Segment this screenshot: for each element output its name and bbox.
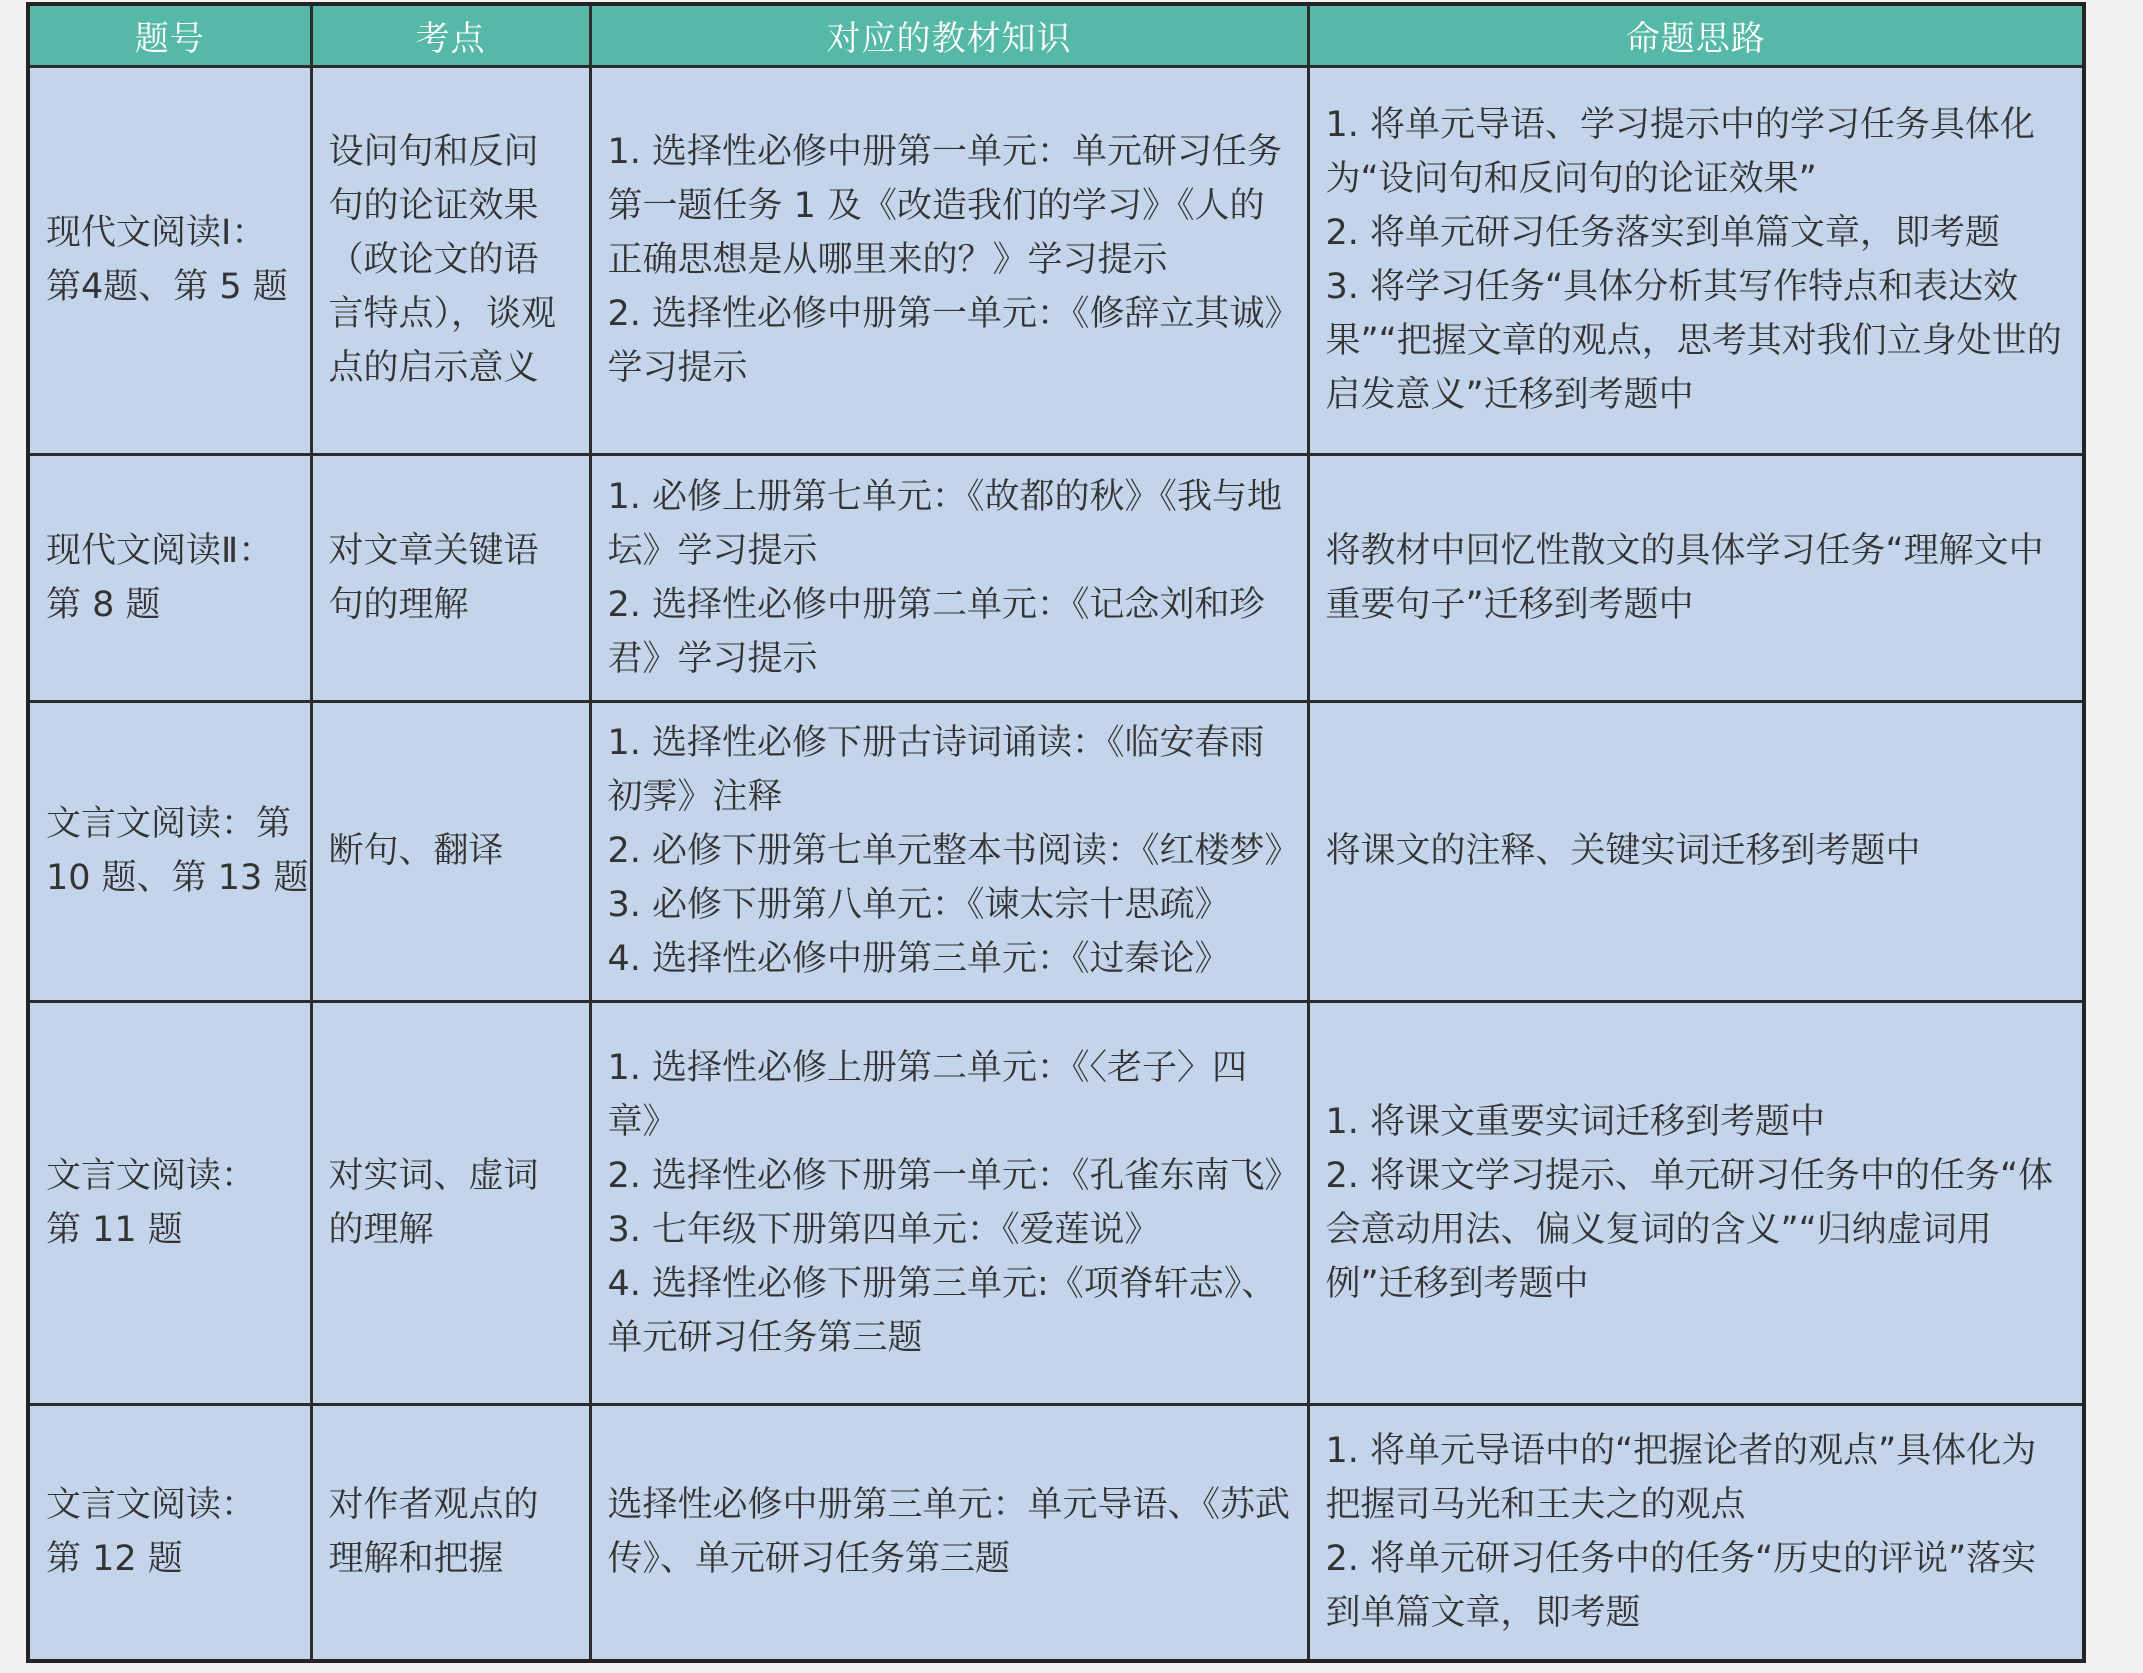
cell-idea xyxy=(1308,1404,2082,1659)
cell-text: 2. 将课文学习提示、单元研习任务中的任务“体会意动用法、偏义复词的含义”“归纳虚词用例”迁移到考题中 xyxy=(1325,1155,2054,1304)
cell-text: 2. 将单元研习任务落实到单篇文章，即考题 xyxy=(1325,213,2001,253)
cell-text: 文言文阅读： xyxy=(46,1155,257,1196)
cell-text: 第 11 题 xyxy=(46,1209,183,1250)
cell-point xyxy=(311,701,590,1001)
cell-text: 4. 选择性必修下册第三单元:《项脊轩志》、单元研习任务第三题 xyxy=(607,1263,1277,1358)
table-row xyxy=(30,701,2082,1001)
cell-text: 第4题、第 5 题 xyxy=(46,267,288,307)
cell-question xyxy=(30,454,311,701)
cell-text: 1. 将单元导语、学习提示中的学习任务具体化为“设问句和反问句的论证效果” xyxy=(1325,105,2036,199)
cell-question xyxy=(30,701,311,1001)
exam-analysis-table xyxy=(26,2,2086,1663)
cell-text: 选择性必修中册第三单元：单元导语、《苏武传》、单元研习任务第三题 xyxy=(607,1485,1291,1580)
header-row xyxy=(30,6,2082,66)
cell-text: 10 题、第 13 题 xyxy=(46,858,309,898)
cell-text: 1. 将课文重要实词迁移到考题中 xyxy=(1325,1101,1826,1142)
header-question-number: 题号 xyxy=(30,6,311,66)
cell-text: 将课文的注释、关键实词迁移到考题中 xyxy=(1325,831,1921,871)
cell-text: 2. 选择性必修中册第二单元：《记念刘和珍君》学习提示 xyxy=(607,584,1265,679)
table-row xyxy=(30,1001,2082,1404)
cell-text: 2. 选择性必修下册第一单元：《孔雀东南飞》 xyxy=(607,1155,1300,1196)
table-row xyxy=(30,66,2082,454)
cell-point xyxy=(311,1404,590,1659)
cell-text: 1. 选择性必修下册古诗词诵读：《临安春雨初霁》注释 xyxy=(607,723,1265,817)
cell-text: 1. 选择性必修中册第一单元：单元研习任务第一题任务 1 及《改造我们的学习》《人的正确思想是从哪里来的？》学习提示 xyxy=(607,132,1283,280)
cell-text: 设问句和反问句的论证效果（政论文的语言特点），谈观点的启示意义 xyxy=(328,132,557,388)
cell-text: 2. 必修下册第七单元整本书阅读：《红楼梦》 xyxy=(607,831,1300,871)
cell-text: 现代文阅读Ⅰ： xyxy=(46,213,267,253)
cell-point xyxy=(311,454,590,701)
header-textbook-knowledge: 对应的教材知识 xyxy=(590,6,1308,66)
table-row xyxy=(30,454,2082,701)
header-test-point: 考点 xyxy=(311,6,590,66)
cell-text: 3. 七年级下册第四单元：《爱莲说》 xyxy=(607,1209,1160,1250)
cell-idea xyxy=(1308,66,2082,454)
cell-text: 第 12 题 xyxy=(46,1539,183,1580)
cell-text: 断句、翻译 xyxy=(328,831,504,871)
cell-text: 对作者观点的理解和把握 xyxy=(328,1485,539,1580)
data-table xyxy=(30,6,2082,1659)
cell-textbook xyxy=(590,66,1308,454)
cell-idea xyxy=(1308,701,2082,1001)
cell-text: 对实词、虚词的理解 xyxy=(328,1155,539,1250)
cell-textbook xyxy=(590,1001,1308,1404)
cell-text: 1. 选择性必修上册第二单元：《〈老子〉四章》 xyxy=(607,1047,1248,1142)
cell-text: 现代文阅读Ⅱ： xyxy=(46,530,274,571)
cell-text: 2. 选择性必修中册第一单元：《修辞立其诚》学习提示 xyxy=(607,294,1283,388)
cell-question xyxy=(30,1001,311,1404)
cell-text: 2. 将单元研习任务中的任务“历史的评说”落实到单篇文章，即考题 xyxy=(1325,1539,2037,1634)
cell-text: 4. 选择性必修中册第三单元：《过秦论》 xyxy=(607,939,1230,979)
header-design-idea: 命题思路 xyxy=(1308,6,2082,66)
cell-question xyxy=(30,66,311,454)
cell-text: 3. 将学习任务“具体分析其写作特点和表达效果”“把握文章的观点，思考其对我们立身处世的启发意义”迁移到考题中 xyxy=(1325,267,2062,415)
cell-textbook xyxy=(590,701,1308,1001)
cell-text: 将教材中回忆性散文的具体学习任务“理解文中重要句子”迁移到考题中 xyxy=(1325,530,2044,625)
cell-point xyxy=(311,1001,590,1404)
cell-text: 1. 将单元导语中的“把握论者的观点”具体化为把握司马光和王夫之的观点 xyxy=(1325,1431,2037,1526)
cell-point xyxy=(311,66,590,454)
cell-text: 文言文阅读：第 xyxy=(46,804,292,844)
cell-text: 3. 必修下册第八单元：《谏太宗十思疏》 xyxy=(607,885,1230,925)
cell-text: 1. 必修上册第七单元：《故都的秋》《我与地坛》学习提示 xyxy=(607,476,1283,571)
table-row xyxy=(30,1404,2082,1659)
cell-textbook xyxy=(590,454,1308,701)
cell-question xyxy=(30,1404,311,1659)
cell-idea xyxy=(1308,1001,2082,1404)
cell-textbook xyxy=(590,1404,1308,1659)
cell-text: 对文章关键语句的理解 xyxy=(328,530,539,625)
cell-idea xyxy=(1308,454,2082,701)
cell-text: 文言文阅读： xyxy=(46,1485,257,1526)
cell-text: 第 8 题 xyxy=(46,584,161,625)
